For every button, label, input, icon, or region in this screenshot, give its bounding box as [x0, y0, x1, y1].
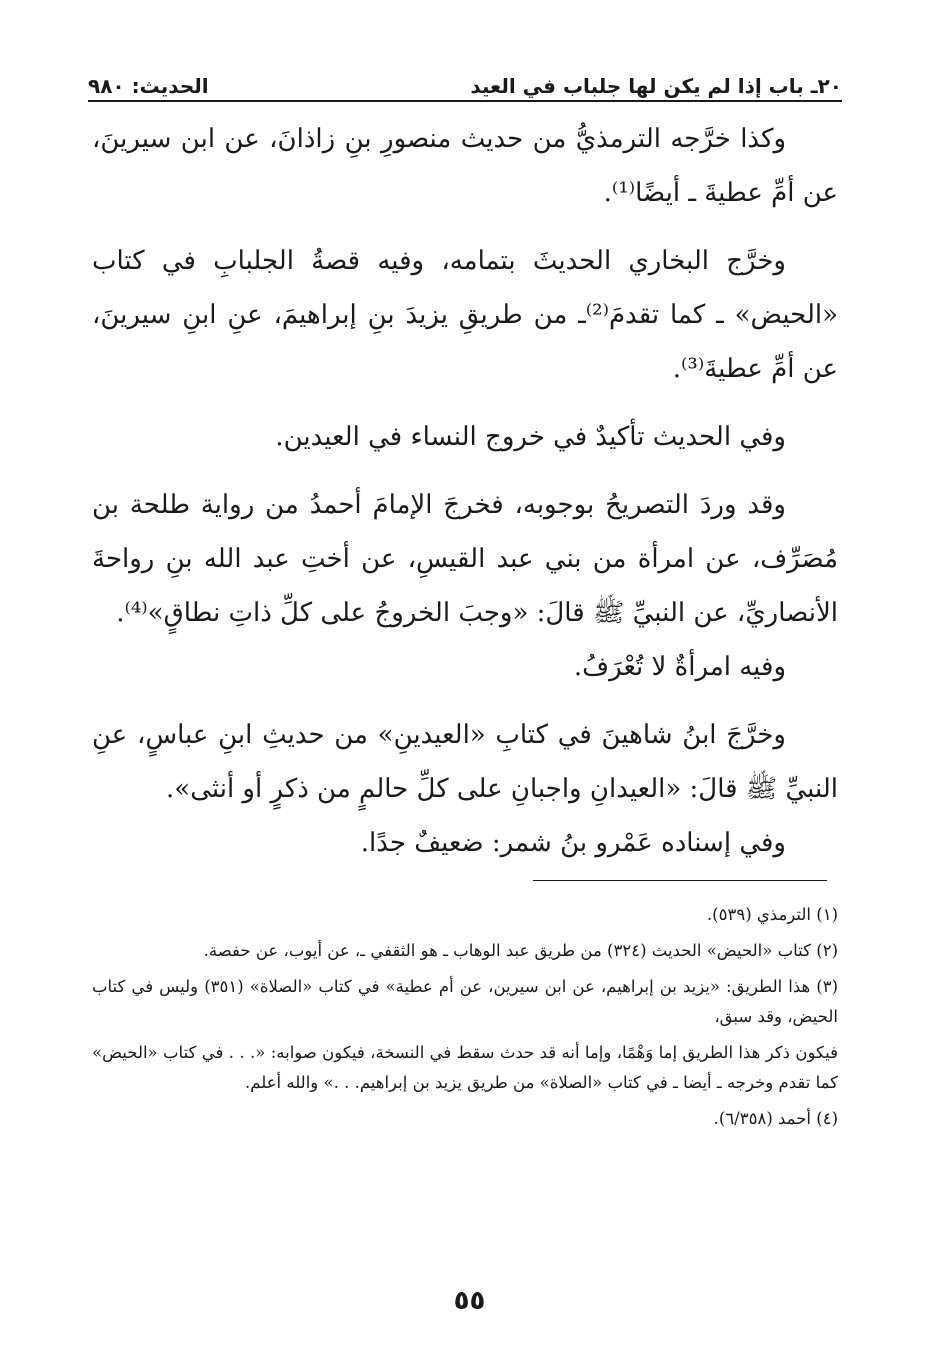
- main-text: [92, 112, 838, 884]
- footnote: (٣) هذا الطريق: «يزيد بن إبراهيم، عن ابن سيرين، عن أم عطية» في كتاب «الصلاة» (٣٥١) وليس في كتاب الحيض، وقد سبق،: [92, 977, 839, 1026]
- paragraph: وفي الحديث تأكيدٌ في خروج النساء في العيدين.: [275, 422, 786, 452]
- hadith-number-label: الحديث: ٩٨٠: [88, 74, 209, 98]
- paragraph: وخرَّجَ ابنُ شاهينَ في كتابِ «العيدينِ» من حديثِ ابنِ عباسٍ، عنِ النبيِّ ﷺ قالَ: «العيدانِ واجبانِ على كلِّ حالمٍ من ذكرٍ أو أنثى».: [92, 720, 838, 804]
- footnote: (١) الترمذي (٥٣٩).: [706, 905, 838, 924]
- header-divider: [88, 100, 842, 102]
- footnotes: [92, 900, 838, 1140]
- running-header: [88, 66, 842, 98]
- paragraph: وخرَّج البخاري الحديثَ بتمامه، وفيه قصةُ الجلبابِ في كتاب «الحيض» ـ كما تقدمَ⁽²⁾ـ من طريقِ يزيدَ بنِ إبراهيمَ، عنِ ابنِ سيرينَ، عن أمِّ عطيةَ⁽³⁾.: [92, 246, 839, 384]
- footnote-divider: [533, 880, 827, 881]
- footnote-continuation: فيكون ذكر هذا الطريق إما وَهْمًا، وإما أنه قد حدث سقط في النسخة، فيكون صوابه: «. . . في كتاب «الحيض» كما تقدم وخرجه ـ أيضا ـ في كتاب «الصلاة» من طريق يزيد بن إبراهيم. . .» والله أعلم.: [92, 1043, 838, 1092]
- paragraph: وفيه امرأةٌ لا تُعْرَفُ.: [573, 652, 786, 682]
- footnote: (٢) كتاب «الحيض» الحديث (٣٢٤) من طريق عبد الوهاب ـ هو الثقفي ـ، عن أيوب، عن حفصة.: [203, 941, 838, 960]
- page-number: ٥٥: [453, 1286, 486, 1316]
- paragraph: وقد وردَ التصريحُ بوجوبه، فخرجَ الإمامَ أحمدُ من رواية طلحة بن مُصَرِّف، عن امرأة من بني عبد القيسِ، عن أختِ عبد الله بنِ رواحةَ الأنصاريِّ، عن النبيِّ ﷺ قالَ: «وجبَ الخروجُ على كلِّ ذاتِ نطاقٍ»⁽⁴⁾.: [92, 490, 838, 628]
- footnote: (٤) أحمد (٦/٣٥٨).: [713, 1109, 838, 1128]
- paragraph: وفي إسناده عَمْرو بنُ شمر: ضعيفٌ جدًا.: [360, 828, 786, 858]
- chapter-title: ٢٠ـ باب إذا لم يكن لها جلباب في العيد: [470, 74, 842, 98]
- paragraph: وكذا خرَّجه الترمذيُّ من حديث منصورِ بنِ زاذانَ، عن ابن سيرينَ، عن أمِّ عطيةَ ـ أيضًا⁽¹⁾.: [92, 124, 838, 208]
